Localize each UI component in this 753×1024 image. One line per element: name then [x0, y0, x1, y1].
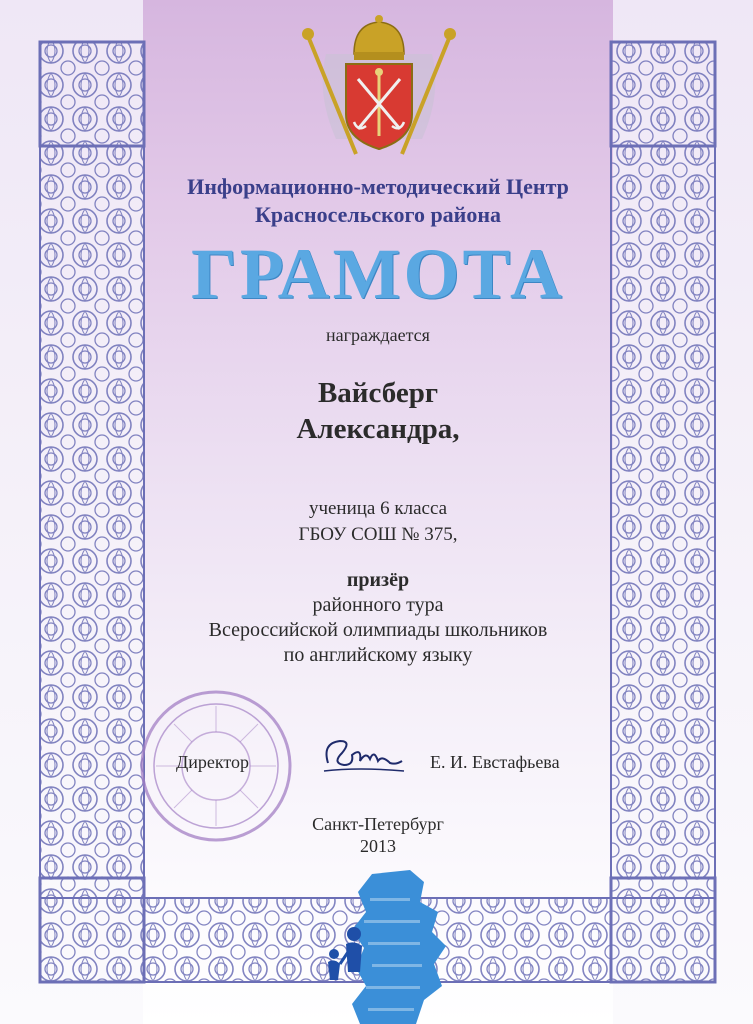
recipient-name: [143, 375, 613, 447]
prize-line-1: районного тура: [312, 594, 444, 616]
organization-name: [143, 173, 613, 229]
district-logo-icon: [312, 868, 458, 1024]
prize-description: [143, 593, 613, 668]
city: Санкт-Петербург: [312, 814, 444, 834]
coat-of-arms-icon: [296, 14, 462, 164]
recipient-first-name: Александра,: [296, 413, 460, 445]
prize-line-3: по английскому языку: [283, 644, 473, 666]
awarded-label: награждается: [326, 325, 430, 345]
director-signature: [318, 733, 406, 779]
org-line-2: Красносельского района: [254, 202, 502, 227]
student-grade: ученица 6 класса: [308, 498, 448, 519]
org-line-1: Информационно-методический Центр: [187, 174, 569, 199]
prize-heading: призёр: [346, 569, 410, 591]
student-info: [143, 496, 613, 548]
place-and-year: [143, 813, 613, 857]
director-name: Е. И. Евстафьева: [430, 752, 560, 772]
director-label: Директор: [176, 752, 250, 772]
student-school: ГБОУ СОШ № 375,: [298, 524, 458, 545]
year: 2013: [360, 836, 396, 856]
prize-line-2: Всероссийской олимпиады школьников: [208, 619, 548, 641]
certificate-title: ГРАМОТА: [191, 234, 565, 314]
recipient-last-name: Вайсберг: [317, 377, 439, 409]
